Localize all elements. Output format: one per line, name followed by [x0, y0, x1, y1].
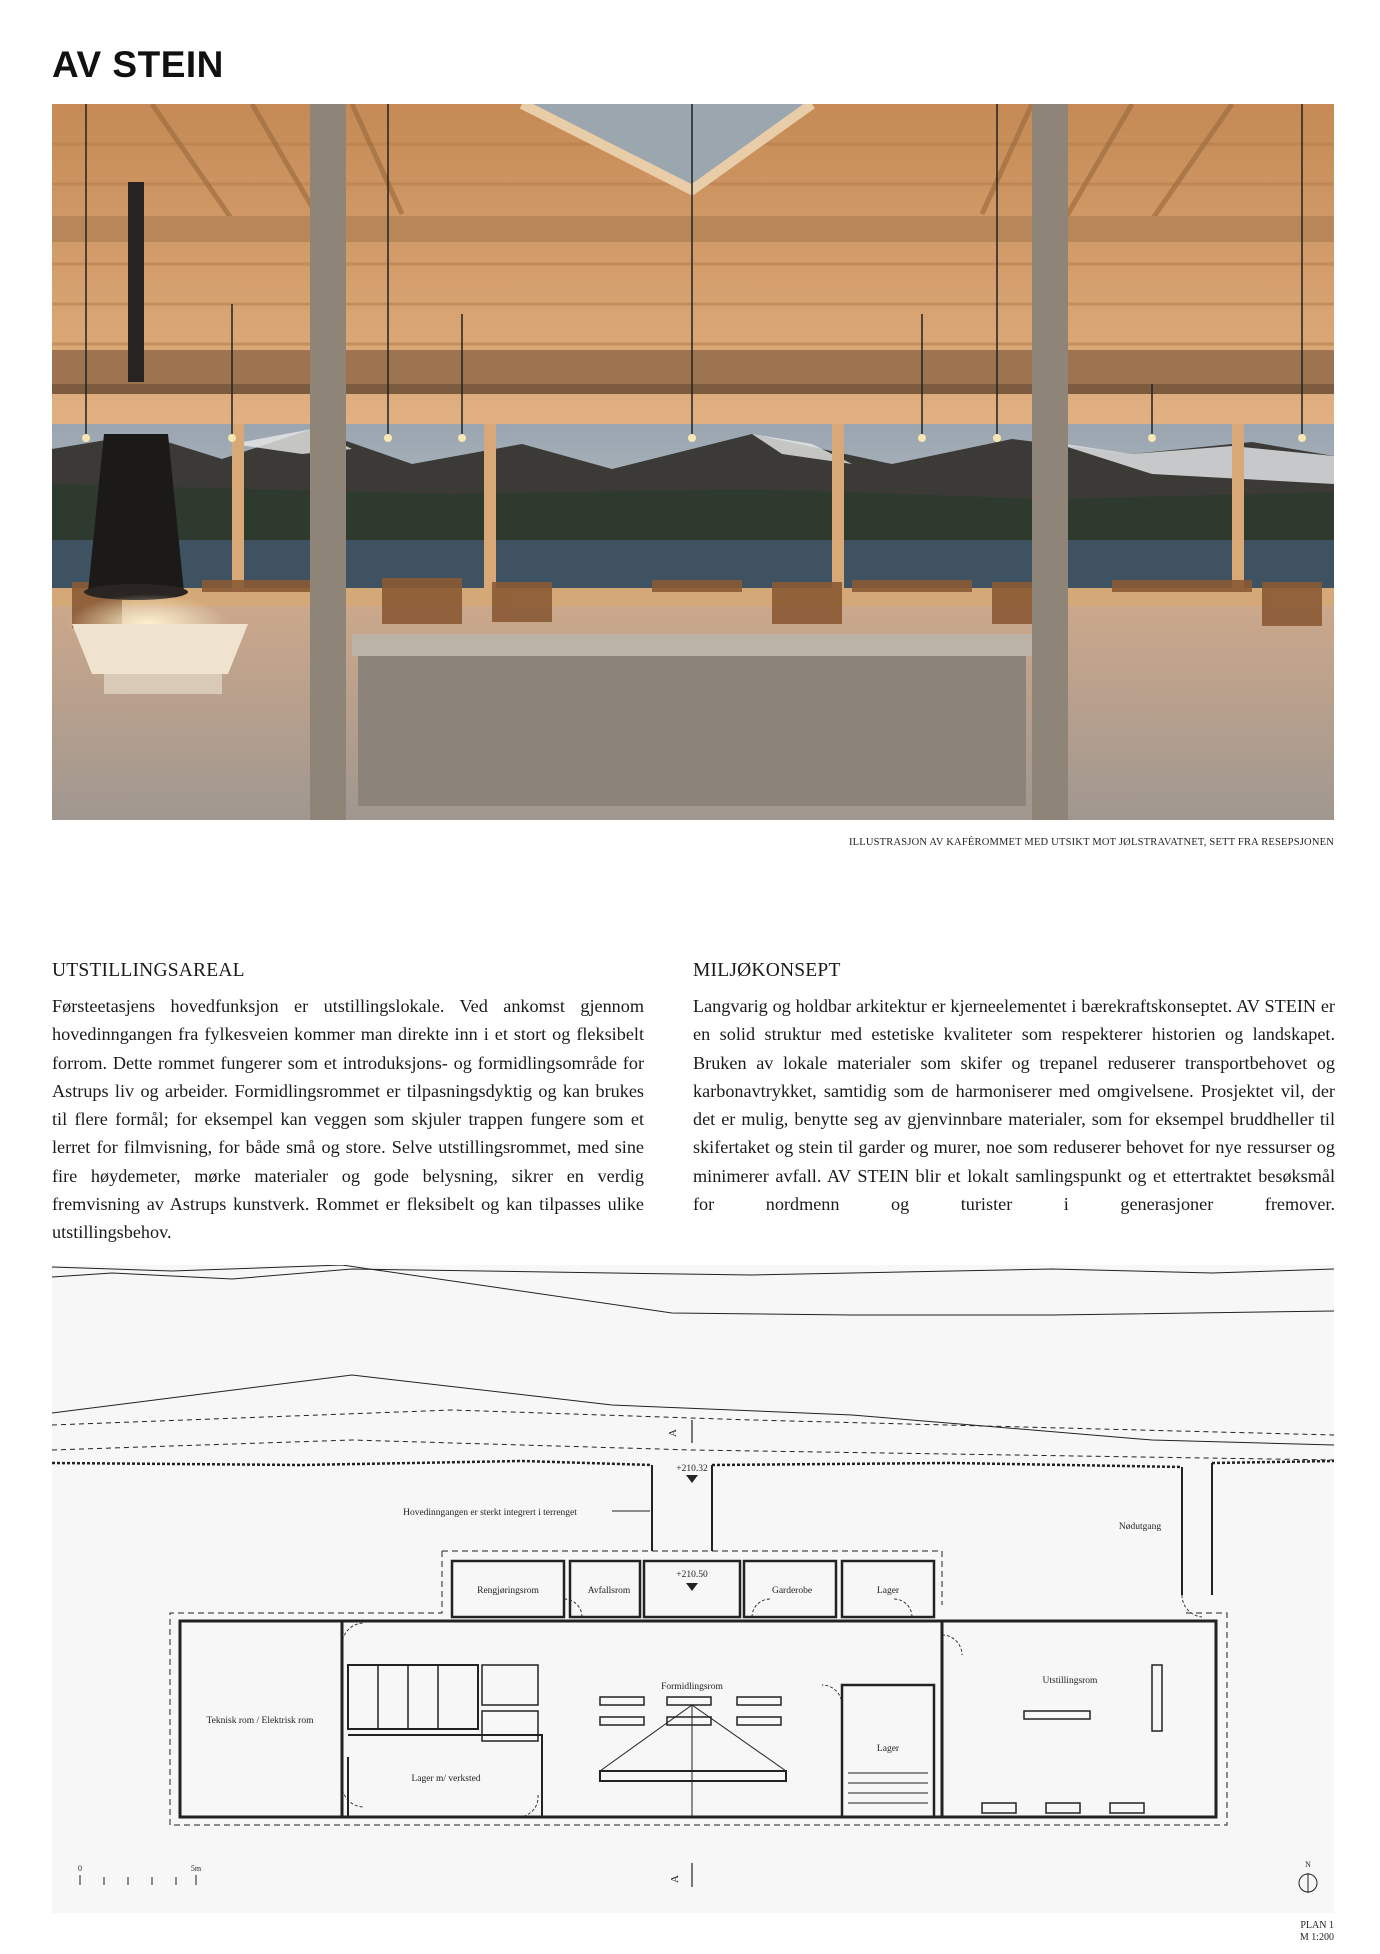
room-garderobe: Garderobe — [771, 1586, 813, 1596]
floor-plan — [52, 1265, 1334, 1913]
environment-heading: MILJØKONSEPT — [693, 960, 841, 981]
room-teknisk: Teknisk rom / Elektrisk rom — [206, 1716, 314, 1726]
page-title: AV STEIN — [52, 44, 224, 85]
illustration-caption: ILLUSTRASJON AV KAFÉROMMET MED UTSIKT MOT JØLSTRAVATNET, SETT FRA RESEPSJONEN — [848, 837, 1334, 848]
plan-label — [1300, 1920, 1334, 1944]
elevation-outside: +210.32 — [676, 1464, 708, 1474]
scale-end: 5m — [190, 1864, 202, 1873]
room-nodutgang: Nødutgang — [1118, 1522, 1162, 1532]
entrance-note: Hovedinngangen er sterkt integrert i terrenget — [403, 1508, 577, 1518]
environment-body: Langvarig og holdbar arkitektur er kjerneelementet i bærekraftskonseptet. AV STEIN er en solid struktur med estetiske kvaliteter som respekterer historien og landskapet. Bruken av lokale materialer som skifer og trepanel reduserer transportbehovet og karbonavtrykket, samtidig som de harmoniserer med omgivelsene. Prosjektet vil, der det er mulig, benytte seg av gjenvinnbare materialer, som for eksempel bruddheller til skifertaket og stein til garder og murer, noe som reduserer behovet for nye ressurser og minimerer avfall. AV STEIN blir et lokalt samlingspunkt og et ettertraktet besøksmål for nordmenn og turister i generasjoner fremover. — [693, 996, 1335, 1215]
elevation-inside: +210.50 — [676, 1570, 708, 1580]
section-marker-top: A — [667, 1429, 679, 1437]
room-formidling: Formidlingsrom — [661, 1682, 723, 1692]
exhibition-heading: UTSTILLINGSAREAL — [52, 960, 245, 981]
exhibition-section — [52, 960, 644, 1247]
cafe-interior-illustration — [52, 104, 1334, 820]
scale-start: 0 — [78, 1864, 82, 1873]
environment-section — [693, 960, 1335, 1218]
room-avfall: Avfallsrom — [587, 1586, 631, 1596]
room-lager-mid: Lager — [876, 1744, 900, 1754]
plan-scale: M 1:200 — [1299, 1932, 1334, 1943]
room-utstilling: Utstillingsrom — [1042, 1676, 1098, 1686]
section-marker-bottom: A — [669, 1875, 681, 1883]
north-label: N — [1305, 1860, 1311, 1869]
room-rengjoring: Rengjøringsrom — [477, 1586, 539, 1596]
exhibition-body: Førsteetasjens hovedfunksjon er utstillingslokale. Ved ankomst gjennom hovedinngangen fra fylkesveien kommer man direkte inn i et stort og fleksibelt forrom. Dette rommet fungerer som et introduksjons- og formidlingsområde for Astrups liv og arbeider. Formidlingsrommet er tilpasningsdyktig og kan brukes til flere formål; for eksempel kan veggen som skjuler trappen fungere som et lerret for filmvisning, for både små og store. Selve utstillingsrommet, med sine fire høydemeter, mørke materialer og gode belysning, sikrer en verdig fremvisning av Astrups kunstverk. Rommet er fleksibelt og kan tilpasses ulike utstillingsbehov. — [52, 996, 644, 1243]
plan-number: PLAN 1 — [1300, 1920, 1334, 1931]
room-lager-top: Lager — [876, 1586, 900, 1596]
room-lager-verksted: Lager m/ verksted — [411, 1774, 481, 1784]
